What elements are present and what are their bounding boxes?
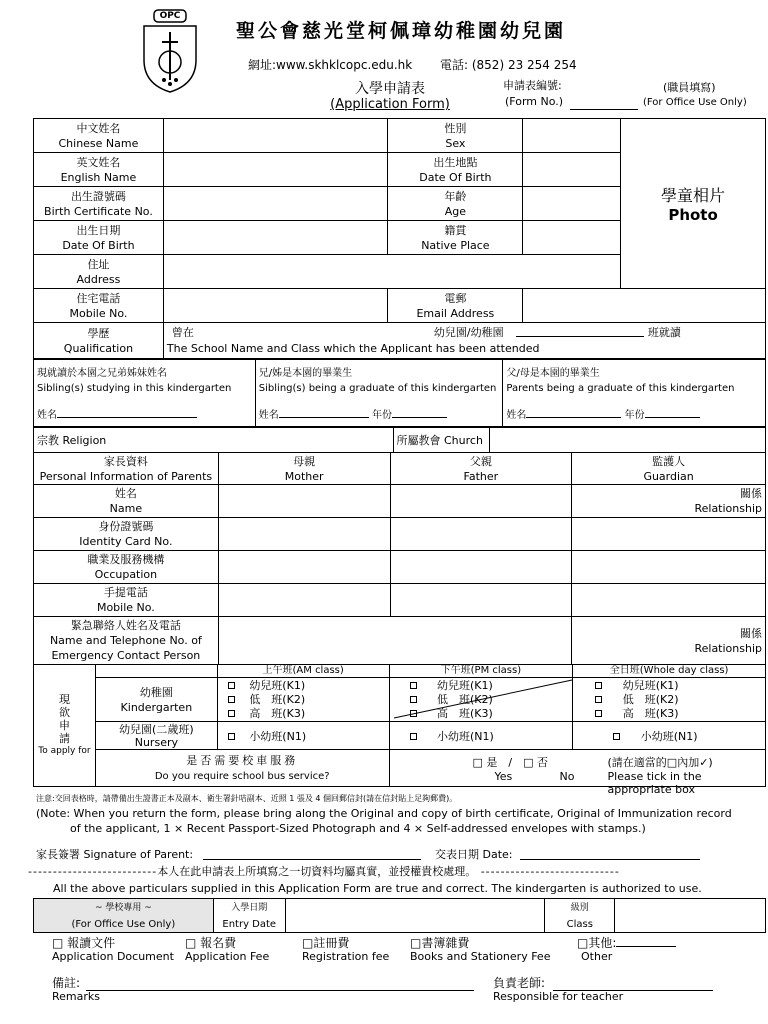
birth-place-label: 出生地點 Date Of Birth — [388, 153, 523, 187]
native-place-label: 籍貫 Native Place — [388, 221, 523, 255]
whole-day-kindergarten-options[interactable] — [573, 678, 766, 722]
strikethrough-line — [390, 678, 574, 722]
identity-card-label: 身份證號碼 Identity Card No. — [34, 518, 219, 551]
dob-field[interactable] — [163, 221, 388, 255]
pm-kindergarten-options[interactable] — [389, 678, 573, 722]
parent-signature-field[interactable] — [203, 859, 421, 860]
guardian-header: 監護人 Guardian — [572, 453, 766, 485]
am-k3-checkbox[interactable]: 高 班(K3) — [228, 707, 386, 721]
parent-mobile-label: 手提電話 Mobile No. — [34, 584, 219, 617]
father-id-field[interactable] — [390, 518, 572, 551]
declaration-en: All the above particulars supplied in this Application Form are true and correct. The kindergarten is authorized to use. — [53, 882, 702, 895]
books-fee-checkbox[interactable]: □書簿雜費 Books and Stationery Fee — [410, 936, 551, 963]
application-fee-checkbox[interactable]: □ 報名費 Application Fee — [185, 936, 270, 963]
siblings-graduate-cell[interactable]: 兄/姊是本園的畢業生 Sibling(s) being a graduate of this kindergarten 姓名 年份 — [255, 360, 503, 428]
parent-name-label: 姓名 Name — [34, 485, 219, 518]
application-document-checkbox[interactable]: □ 報讀文件 Application Document — [52, 936, 174, 963]
pm-k3-checkbox[interactable]: 高 班(K3) — [410, 707, 570, 721]
whole-k2-checkbox[interactable]: 低 班(K2) — [595, 693, 762, 707]
father-name-field[interactable] — [390, 485, 572, 518]
school-website: 網址:www.skhklcopc.edu.hk — [248, 58, 413, 72]
pm-class-header: 下午班(PM class) — [389, 665, 573, 678]
guardian-occupation-field[interactable] — [572, 551, 766, 584]
class-field[interactable] — [615, 899, 766, 933]
school-bus-label: 是否需要校車服務 Do you require school bus service? — [95, 750, 389, 787]
father-mobile-field[interactable] — [390, 584, 572, 617]
birth-cert-field[interactable] — [163, 187, 388, 221]
am-n1-checkbox[interactable]: 小幼班(N1) — [217, 722, 389, 750]
native-place-field[interactable] — [523, 221, 621, 255]
office-use-label-zh: (職員填寫) — [663, 81, 716, 94]
emergency-contact-field[interactable] — [218, 617, 571, 665]
age-label: 年齡 Age — [388, 187, 523, 221]
am-k2-checkbox[interactable]: 低 班(K2) — [228, 693, 386, 707]
office-use-label: ~ 學校專用 ~ (For Office Use Only) — [34, 899, 214, 933]
form-title-en: (Application Form) — [330, 97, 450, 112]
address-field[interactable] — [163, 255, 620, 289]
submit-date-label: 交表日期 Date: — [435, 848, 513, 861]
emergency-contact-label: 緊急聯絡人姓名及電話 Name and Telephone No. of Emergency Contact Person — [34, 617, 219, 665]
religion-table — [33, 426, 766, 453]
father-occupation-field[interactable] — [390, 551, 572, 584]
mobile-field[interactable] — [163, 289, 388, 323]
church-field[interactable] — [490, 427, 766, 453]
religion-cell[interactable]: 宗教 Religion — [34, 427, 394, 453]
whole-day-class-header: 全日班(Whole day class) — [573, 665, 766, 678]
remarks-field[interactable] — [86, 990, 474, 991]
qualification-field[interactable]: 曾在 幼兒園/幼稚園 班就讀 The School Name and Class which the Applicant has been attended — [163, 323, 765, 359]
registration-fee-checkbox[interactable]: □註冊費 Registration fee — [302, 936, 390, 963]
whole-k1-checkbox[interactable]: 幼兒班(K1) — [595, 679, 762, 693]
mother-id-field[interactable] — [218, 518, 390, 551]
am-kindergarten-options[interactable] — [217, 678, 389, 722]
remarks-label: 備註: Remarks — [52, 976, 100, 1003]
am-class-header: 上午班(AM class) — [217, 665, 389, 678]
mother-name-field[interactable] — [218, 485, 390, 518]
sex-label: 性別 Sex — [388, 119, 523, 153]
office-checklist — [52, 936, 752, 966]
emergency-relationship-field[interactable]: 關係 Relationship — [572, 617, 766, 665]
note-en-line2: of the applicant, 1 × Recent Passport-Sized Photograph and 4 × Self-addressed envelopes with stamps.) — [70, 822, 646, 835]
entry-date-label: 入學日期 Entry Date — [213, 899, 285, 933]
guardian-relationship-field[interactable]: 關係 Relationship — [572, 485, 766, 518]
mother-mobile-field[interactable] — [218, 584, 390, 617]
class-label: 級別 Class — [545, 899, 615, 933]
parent-signature-label: 家長簽署 Signature of Parent: — [36, 848, 194, 861]
email-label: 電郵 Email Address — [388, 289, 523, 323]
nursery-label: 幼兒園(二歲班) Nursery — [95, 722, 217, 750]
siblings-studying-cell[interactable]: 現就讀於本園之兄弟姊妹姓名 Sibling(s) studying in this kindergarten 姓名 — [34, 360, 256, 428]
english-name-field[interactable] — [163, 153, 388, 187]
sex-field[interactable] — [523, 119, 621, 153]
school-bus-options[interactable]: □ 是 / □ 否 (請在適當的□內加✓) Yes No Please tick in the appropriate box — [389, 750, 765, 787]
chinese-name-label: 中文姓名 Chinese Name — [34, 119, 164, 153]
responsible-teacher-label: 負責老師: Responsible for teacher — [493, 976, 624, 1003]
school-phone: 電話: (852) 23 254 254 — [440, 58, 577, 72]
church-label: 所屬教會 Church — [393, 427, 490, 453]
declaration-zh: --------------------------本人在此申請表上所填寫之一切資料均屬真實，並授權貴校處理。 ---------------------------- — [28, 865, 620, 878]
note-en-line1: (Note: When you return the form, please bring along the Original and copy of birth certificate, Original of Immunization record — [36, 807, 732, 820]
form-no-label-en: (Form No.) — [505, 95, 564, 108]
father-header: 父親 Father — [390, 453, 572, 485]
whole-k3-checkbox[interactable]: 高 班(K3) — [595, 707, 762, 721]
other-checkbox[interactable]: □其他: Other — [577, 936, 676, 964]
dob-label: 出生日期 Date Of Birth — [34, 221, 164, 255]
responsible-teacher-field[interactable] — [553, 990, 713, 991]
logo-text: OPC — [159, 11, 181, 21]
parents-graduate-cell[interactable]: 父/母是本園的畢業生 Parents being a graduate of this kindergarten 姓名 年份 — [503, 360, 766, 428]
email-field[interactable] — [523, 289, 766, 323]
bus-yes-no-checkboxes[interactable]: □ 是 / □ 否 — [472, 756, 549, 769]
note-zh: 注意:交回表格時，請帶備出生證書正本及副本、衛生署針咭副本、近照 1 張及 4 個回郵信封(請在信封貼上足夠郵費)。 — [36, 794, 458, 803]
submit-date-field[interactable] — [520, 859, 700, 860]
whole-n1-checkbox[interactable]: 小幼班(N1) — [573, 722, 766, 750]
address-label: 住址 Address — [34, 255, 164, 289]
form-title-zh: 入學申請表 — [355, 81, 425, 97]
guardian-mobile-field[interactable] — [572, 584, 766, 617]
photo-box[interactable]: 學童相片 Photo — [621, 119, 766, 289]
birth-place-field[interactable] — [523, 153, 621, 187]
siblings-table — [33, 359, 766, 428]
chinese-name-field[interactable] — [163, 119, 388, 153]
form-no-label-zh: 申請表編號: — [503, 79, 562, 92]
parents-header-label: 家長資料 Personal Information of Parents — [34, 453, 219, 485]
kindergarten-label: 幼稚園 Kindergarten — [95, 678, 217, 722]
office-use-label-en: (For Office Use Only) — [643, 97, 747, 108]
english-name-label: 英文姓名 English Name — [34, 153, 164, 187]
am-k1-checkbox[interactable]: 幼兒班(K1) — [228, 679, 386, 693]
pm-n1-checkbox[interactable]: 小幼班(N1) — [389, 722, 573, 750]
form-no-field[interactable] — [570, 109, 638, 110]
mobile-label: 住宅電話 Mobile No. — [34, 289, 164, 323]
apply-for-label: 現 欲 申 請 To apply for — [34, 665, 96, 787]
pm-k1-checkbox[interactable]: 幼兒班(K1) — [410, 679, 570, 693]
mother-occupation-field[interactable] — [218, 551, 390, 584]
mother-header: 母親 Mother — [218, 453, 390, 485]
qualification-label: 學歷 Qualification — [34, 323, 164, 359]
applicant-table — [33, 118, 766, 359]
school-logo — [140, 8, 200, 94]
parents-table — [33, 452, 766, 665]
guardian-id-field[interactable] — [572, 518, 766, 551]
birth-cert-label: 出生證號碼 Birth Certificate No. — [34, 187, 164, 221]
occupation-label: 職業及服務機構 Occupation — [34, 551, 219, 584]
pm-k2-checkbox[interactable]: 低 班(K2) — [410, 693, 570, 707]
age-field[interactable] — [523, 187, 621, 221]
apply-table — [33, 664, 766, 796]
entry-date-field[interactable] — [285, 899, 545, 933]
office-use-table — [33, 898, 766, 933]
school-name: 聖公會慈光堂柯佩璋幼稚園幼兒園 — [236, 20, 567, 42]
